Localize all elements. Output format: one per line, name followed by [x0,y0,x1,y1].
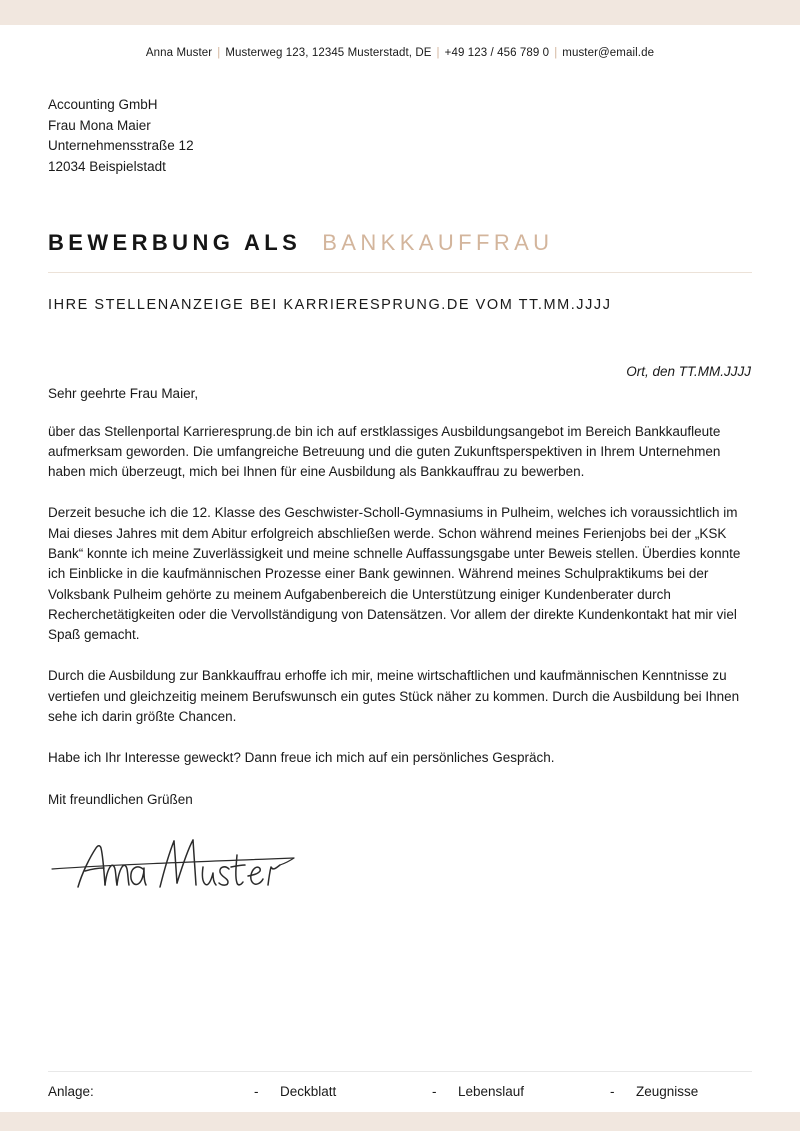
handwritten-signature-icon [48,829,298,895]
footer-item-deckblatt [254,1084,432,1099]
recipient-person: Frau Mona Maier [48,117,151,133]
subject-line: IHRE STELLENANZEIGE BEI KARRIERESPRUNG.DE VOM TT.MM.JJJJ [48,296,612,313]
body-paragraph-1: über das Stellenportal Karrieresprung.de bin ich auf erstklassiges Ausbildungsangebot im Bereich Bankkaufleute aufmerksam geworden. Die umfangreiche Betreuung und die guten Zukunftsperspektiven in Ihrem Unternehmen haben mich überzeugt, mich bei Ihnen für eine Ausbildung als Bankkauffrau zu bewerben. [48,423,721,480]
recipient-street: Unternehmensstraße 12 [48,138,194,153]
footer-item-lebenslauf [432,1084,610,1099]
date-line: Ort, den TT.MM.JJJJ [626,363,751,379]
footer-dash-1: - [254,1084,259,1099]
recipient-company: Accounting GmbH [48,97,158,112]
letterhead-separator-1: | [217,47,221,59]
footer-item-label-1: Deckblatt [280,1084,337,1099]
footer-item-label-3: Zeugnisse [636,1084,699,1099]
footer-dash-3: - [610,1084,615,1099]
signature-image [48,829,298,895]
letterhead-name: Anna Muster [145,47,213,59]
footer-row [48,1084,752,1099]
letterhead-address: Musterweg 123, 12345 Musterstadt, DE [225,47,432,59]
title-accent: BANKKAUFFRAU [322,230,554,255]
letterhead-email: muster@email.de [562,47,655,59]
footer-item-label-2: Lebenslauf [458,1084,525,1099]
letterhead-separator-2: | [436,47,440,59]
body-text [48,422,752,769]
title-divider [48,272,752,273]
body-paragraph-2: Derzeit besuche ich die 12. Klasse des Geschwister-Scholl-Gymnasiums in Pulheim, welches ich voraussichtlich im Mai dieses Jahres mit dem Abitur erfolgreich abschließen werde. Schon während meines Ferienjobs bei der „KSK Bank“ konnte ich meine Zuverlässigkeit und meine schnelle Auffassungsgabe unter Beweis stellen. Überdies konnte ich Einblicke in die kaufmännischen Prozesse einer Bank gewinnen. Während meines Schulpraktikums bei der Volksbank Pulheim gehörte zu meinem Aufgabenbereich die Unterstützung einiger Kundenberater durch Recherchetätigkeiten oder die Vervollständigung von Datensätzen. Vor allem der direkte Kundenkontakt hat mir viel Spaß gemacht. [48,505,741,643]
footer-item-zeugnisse [610,1084,788,1099]
title-block [48,229,752,273]
closing-greeting: Mit freundlichen Grüßen [48,791,193,807]
body-paragraph-4: Habe ich Ihr Interesse geweckt? Dann freue ich mich auf ein persönliches Gespräch. [48,750,555,766]
footer-label: Anlage: [48,1084,94,1099]
title-prefix: BEWERBUNG ALS [48,230,302,255]
letterhead-separator-3: | [554,47,558,59]
letterhead-phone: +49 123 / 456 789 0 [444,47,550,59]
recipient-address-block [48,95,752,177]
body-paragraph-3: Durch die Ausbildung zur Bankkauffrau erhoffe ich mir, meine wirtschaftlichen und kaufmännischen Kenntnisse zu vertiefen und gleichzeitig meinem Berufswunsch ein gutes Stück näher zu kommen. Durch die Ausbildung bei Ihnen sehe ich darin größte Chancen. [48,668,740,725]
salutation: Sehr geehrte Frau Maier, [48,385,199,401]
footer-dash-2: - [432,1084,437,1099]
recipient-city: 12034 Beispielstadt [48,158,166,174]
page-title [48,229,752,257]
letterhead [48,0,752,59]
footer-attachments [48,1071,752,1112]
